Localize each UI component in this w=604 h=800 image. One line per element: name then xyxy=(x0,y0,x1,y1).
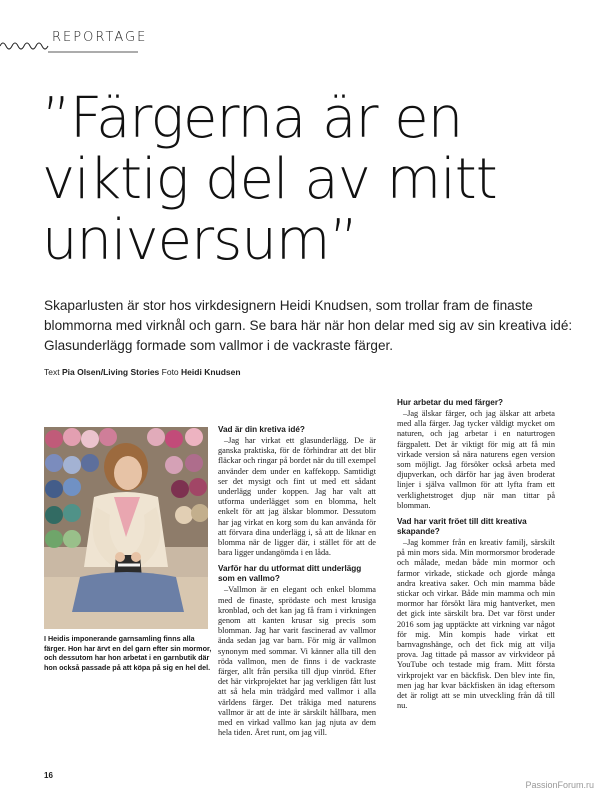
section-label: REPORTAGE xyxy=(52,30,148,45)
article-column-2 xyxy=(397,398,555,717)
credit-photo-author: Heidi Knudsen xyxy=(181,367,241,377)
answer-paragraph: –Jag kommer från en kreativ familj, särskilt på min mors sida. Min mormorsmor broderade och målade, medan både min mormor och farmor virkade, stickade och gjorde många andra kreativa saker. Och min mamma både stickar och virkar. Både min mamma och min mormor har försökt lära mig hantverket, men det gick inte särskilt bra. Det var först under 2016 som jag upptäckte att virkning var något för mig. Min kompis hade virkat ett barnvagnshänge, och det fick mig att vilja prova. Jag tittade på massor av virkvideor på YouTube och testade mig fram. Mitt första virkprojekt var en bäckfisk. Den blev inte fin, men jag har kvar bäckfisken än idag eftersom det är roligt att se min utveckling från då till nu. xyxy=(397,538,555,711)
credit-text-author: Pia Olsen/Living Stories xyxy=(61,367,160,377)
headline: ”Färgerna är en viktig del av mitt universum” xyxy=(42,86,497,273)
lede: Skaparlusten är stor hos virkdesignern Heidi Knudsen, som trollar fram de finaste blommorna med virknål och garn. Se bara här när hon delar med sig av sin kreativa idé: Glasunderlägg formade som vallmor i de vackraste färger. xyxy=(44,298,573,353)
wavy-rule-icon xyxy=(0,40,50,52)
answer-paragraph: –Vallmon är en elegant och enkel blomma med de finaste, sprödaste och mest krusiga kronblad, och det kan jag få fram i virkningen genom att kanten krusar sig precis som blomman. Jag har varit fascinerad av vallmor ända sedan jag var barn. För mig är vallmon synonym med sommar. Vi känner alla till den röda vallmon, men de finns i de vackraste färger, allt från persika till djup vinröd. Efter det här virkprojektet har jag verkligen fått lust att så hela min trädgård med vallmor i alla världens färger. Det tråkiga med naturens vallmor är att de inte är särskilt hållbara, men med en virkad vallmo kan jag njuta av dem hela tiden. Året runt, om jag vill. xyxy=(218,585,376,738)
photo-woman-crocheting-icon xyxy=(44,427,208,629)
article-photo xyxy=(44,427,208,629)
answer-paragraph: –Jag älskar färger, och jag älskar att arbeta med alla färger. Jag tycker väldigt mycket om naturen, och jag arbetar i en naturtrogen färgpalett. Det är viktigt för mig att få min virkade version så nära naturens egen version som möjligt. Jag försöker också arbeta med djupverkan, och därför har jag även broderat linjer i själva vallmon för att lyfta fram ett verklighetstroget djup när man tittar på blomman. xyxy=(397,409,555,510)
credit-photo-label: Foto xyxy=(161,367,179,377)
question-heading: Hur arbetar du med färger? xyxy=(397,398,504,407)
answer-paragraph: –Jag har virkat ett glasunderlägg. De är ganska praktiska, för de förhindrar att det blir fläckar och ringar på bordet när du till exempel använder dem under en kaffekopp. Samtidigt ser det mysigt och fint ut med ett sådant underlägg under koppen. Jag har valt att utforma underlägget som en blomma, helt enkelt för att jag älskar blommor. Dessutom har jag virkat en korg som du kan använda för att förvara dina underlägg i, så att de liknar en blomma när de ligger där, i stället för att de bara ligger undangömda i en låda. xyxy=(218,436,376,558)
question-heading: Varför har du utformat ditt underlägg som en vallmo? xyxy=(218,564,362,584)
article-column-1 xyxy=(218,425,376,744)
photo-caption: I Heidis imponerande garnsamling finns alla färger. Hon har ärvt en del garn efter sin mormor, och dessutom har hon arbetat i en garnbutik där hon också passade på att köpa på sig en hel del. xyxy=(44,634,212,672)
question-heading: Vad har varit fröet till ditt kreativa skapande? xyxy=(397,517,527,537)
section-header xyxy=(0,24,604,54)
question-heading: Vad är din kretiva idé? xyxy=(218,425,305,434)
section-underline xyxy=(48,50,138,54)
credits xyxy=(44,367,574,377)
page-number: 16 xyxy=(44,771,53,780)
credit-text-label: Text xyxy=(44,367,60,377)
watermark: PassionForum.ru xyxy=(525,780,594,790)
